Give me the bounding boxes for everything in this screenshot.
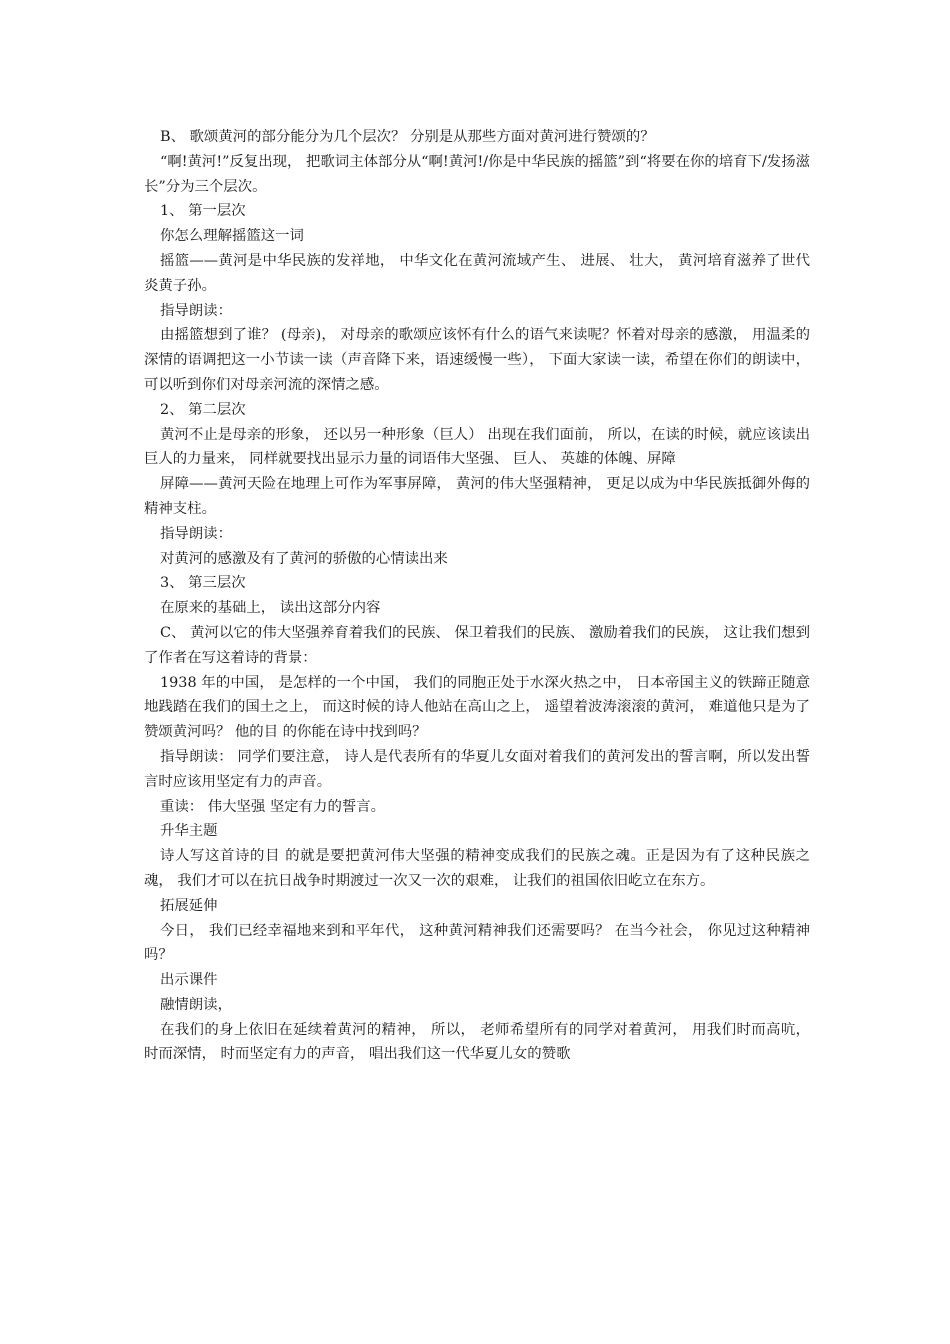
paragraph-extension-heading: 拓展延伸 [160, 897, 218, 914]
paragraph-section-3-text: 在原来的基础上， 读出这部分内容 [160, 600, 381, 617]
paragraph-extension-text: 今日， 我们已经幸福地来到和平年代， 这种黄河精神我们还需要吗？ 在当今社会， 你见过这种精神吗？ [144, 922, 810, 964]
paragraph-emotional-reading-text: 在我们的身上依旧在延续着黄河的精神， 所以， 老师希望所有的同学对着黄河， 用我们时而高吭， 时而深情， 时而坚定有力的声音， 唱出我们这一代华夏儿女的赞歌 [144, 1021, 810, 1063]
paragraph-reading-guide-3: 指导朗读： 同学们要注意， 诗人是代表所有的华夏儿女面对着我们的黄河发出的誓言啊，所以发出誓言时应该用坚定有力的声音。 [144, 748, 810, 790]
paragraph-reading-guide-1-label: 指导朗读： [160, 302, 232, 319]
paragraph-question-b: B、 歌颂黄河的部分能分为几个层次？ 分别是从那些方面对黄河进行赞颂的？ [160, 129, 655, 145]
paragraph-section-1-explanation: 摇篮——黄河是中华民族的发祥地， 中华文化在黄河流域产生、 进展、 壮大， 黄河培育滋养了世代炎黄子孙。 [144, 252, 810, 294]
paragraph-question-c: C、 黄河以它的伟大坚强养育着我们的民族、 保卫着我们的民族、 激励着我们的民族， 这让我们想到了作者在写这着诗的背景： [144, 624, 810, 666]
paragraph-reading-guide-2-text: 对黄河的感激及有了黄河的骄傲的心情读出来 [160, 550, 448, 567]
paragraph-section-2-text: 黄河不止是母亲的形象， 还以另一种形象（巨人） 出现在我们面前， 所以，在读的时候，就应该读出巨人的力量来， 同样就要找出显示力量的词语伟大坚强、 巨人、 英雄的体魄、屏障 [144, 426, 810, 468]
paragraph-section-2-explanation: 屏障——黄河天险在地理上可作为军事屏障， 黄河的伟大坚强精神， 更足以成为中华民族抵御外侮的精神支柱。 [144, 476, 810, 517]
paragraph-reread: 重读： 伟大坚强 坚定有力的誓言。 [160, 798, 386, 815]
paragraph-section-3-heading: 3、 第三层次 [160, 575, 246, 592]
document-body [144, 125, 810, 1067]
paragraph-answer-b: “啊!黄河!”反复出现， 把歌词主体部分从“啊!黄河!/你是中华民族的摇篮”到“将要在你的培育下/发扬滋长”分为三个层次。 [144, 153, 810, 195]
paragraph-background-text: 1938 年的中国， 是怎样的一个中国， 我们的同胞正处于水深火热之中， 日本帝国主义的铁蹄正随意地践踏在我们的国土之上， 而这时候的诗人他站在高山之上， 遥望着波涛滚滚的黄河， 难道他只是为了赞颂黄河吗？ 他的目 的你能在诗中找到吗？ [144, 674, 810, 741]
paragraph-reading-guide-1-text: 由摇篮想到了谁？ (母亲)， 对母亲的歌颂应该怀有什么的语气来读呢？怀着对母亲的感激， 用温柔的深情的语调把这一小节读一读（声音降下来，语速缓慢一些）， 下面大家读一读，希望在你们的朗读中， 可以听到你们对母亲河流的深情之感。 [144, 327, 810, 393]
paragraph-courseware: 出示课件 [160, 972, 218, 989]
paragraph-theme-text: 诗人写这首诗的目 的就是要把黄河伟大坚强的精神变成我们的民族之魂。正是因为有了这种民族之魂， 我们才可以在抗日战争时期渡过一次又一次的艰难， 让我们的祖国依旧屹立在东方。 [144, 848, 810, 889]
paragraph-section-1-question: 你怎么理解摇篮这一词 [160, 228, 304, 245]
paragraph-emotional-reading-label: 融情朗读， [160, 996, 232, 1013]
paragraph-section-1-heading: 1、 第一层次 [160, 203, 246, 220]
paragraph-theme-heading: 升华主题 [160, 823, 218, 840]
paragraph-section-2-heading: 2、 第二层次 [160, 401, 246, 418]
paragraph-reading-guide-2-label: 指导朗读： [160, 525, 232, 542]
